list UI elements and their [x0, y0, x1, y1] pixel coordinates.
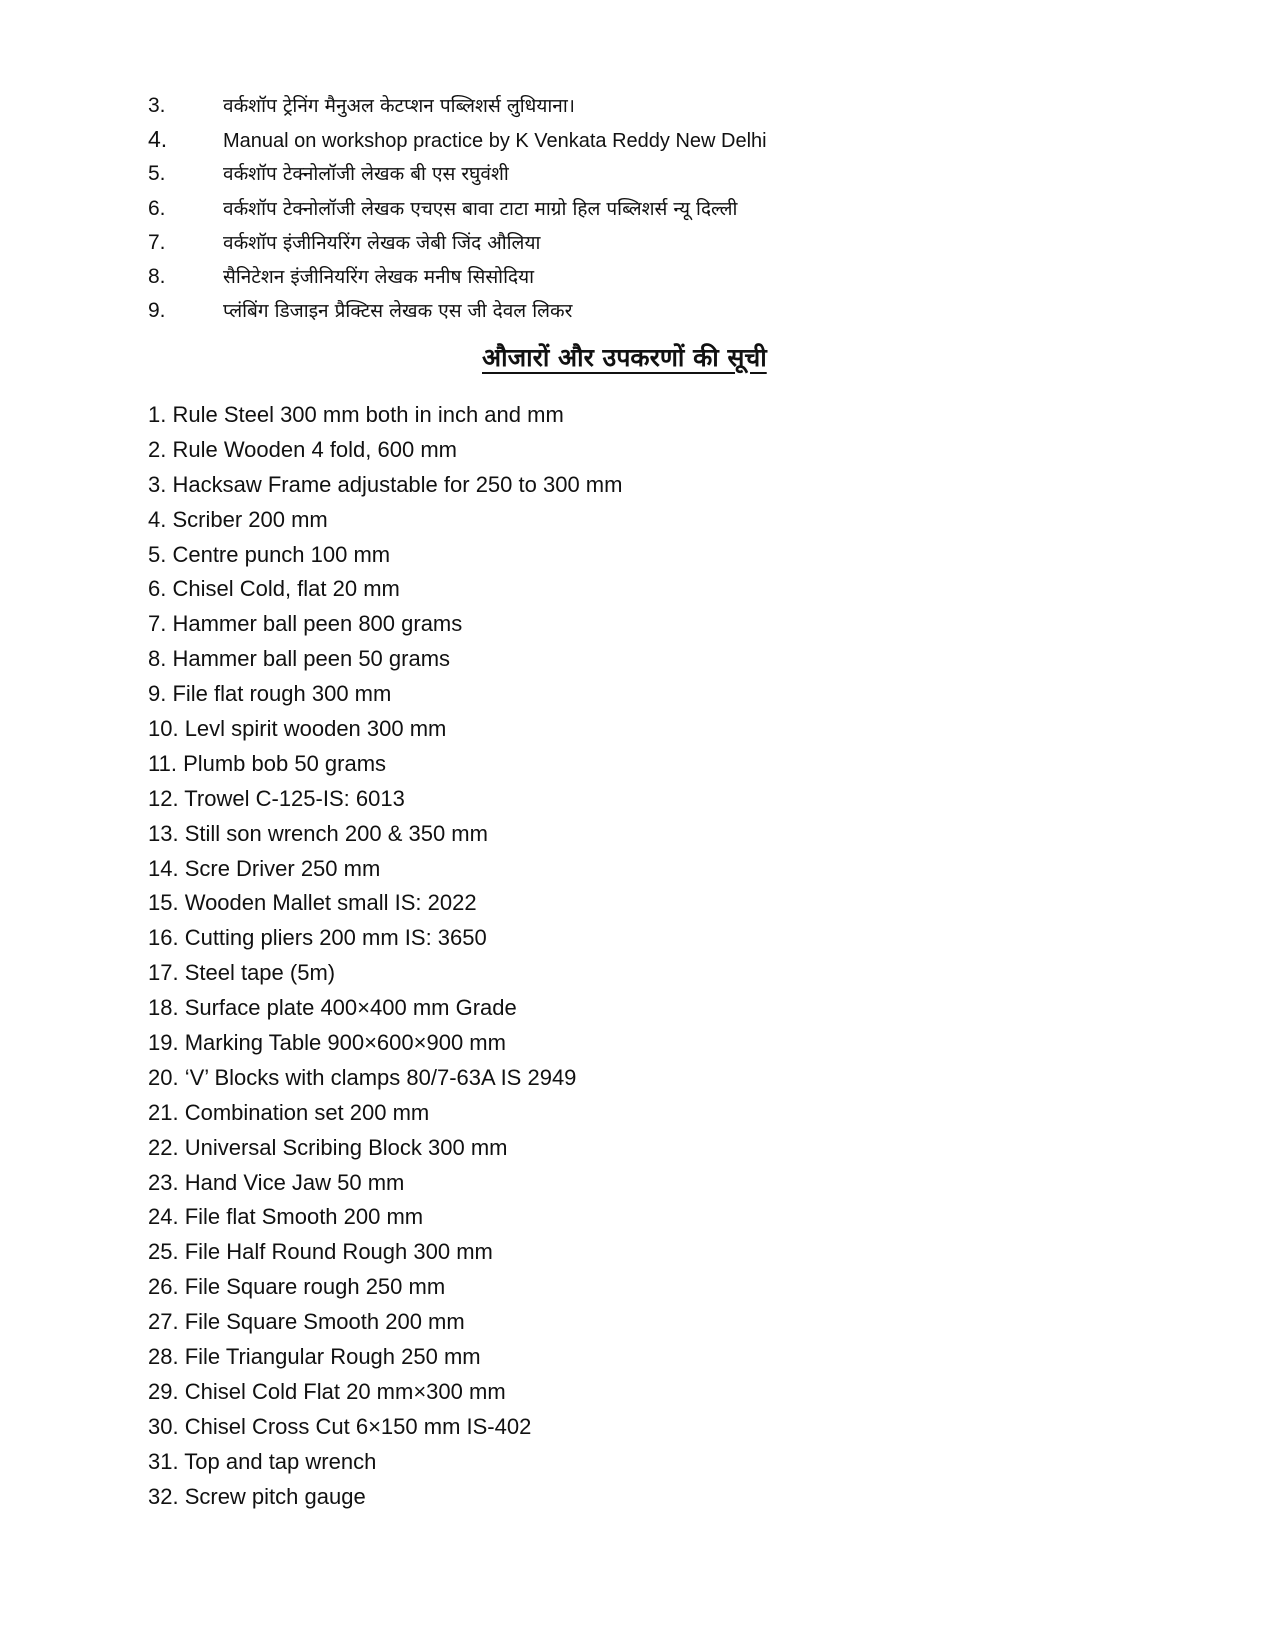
- reference-item: [148, 126, 1148, 160]
- reference-number: 7.: [148, 230, 166, 254]
- tool-item: 17. Steel tape (5m): [148, 960, 336, 986]
- tool-item: 32. Screw pitch gauge: [148, 1483, 366, 1509]
- reference-text: Manual on workshop practice by K Venkata Reddy New Delhi: [223, 130, 767, 153]
- reference-number: 3.: [148, 94, 166, 117]
- tool-item: 25. File Half Round Rough 300 mm: [148, 1239, 493, 1265]
- tool-item: 19. Marking Table 900×600×900 mm: [148, 1030, 506, 1056]
- reference-number: 5.: [148, 162, 166, 186]
- tool-item: 2. Rule Wooden 4 fold, 600 mm: [148, 436, 457, 462]
- reference-item: [148, 195, 1148, 229]
- reference-item: [148, 297, 1148, 331]
- reference-item: [148, 229, 1148, 263]
- tool-item: 1. Rule Steel 300 mm both in inch and mm: [148, 402, 564, 427]
- tool-item: 28. File Triangular Rough 250 mm: [148, 1344, 481, 1370]
- tool-item: 21. Combination set 200 mm: [148, 1099, 430, 1125]
- tool-item: 20. ‘V’ Blocks with clamps 80/7-63A IS 2949: [148, 1064, 577, 1090]
- tool-item: 30. Chisel Cross Cut 6×150 mm IS-402: [148, 1413, 532, 1439]
- tool-item: 31. Top and tap wrench: [148, 1448, 377, 1474]
- reference-item: [148, 92, 1148, 126]
- tool-item: 22. Universal Scribing Block 300 mm: [148, 1134, 508, 1160]
- reference-item: [148, 263, 1148, 297]
- tool-item: 8. Hammer ball peen 50 grams: [148, 646, 451, 672]
- tool-item: 4. Scriber 200 mm: [148, 506, 328, 532]
- reference-number: 9.: [148, 299, 166, 323]
- tool-item: 26. File Square rough 250 mm: [148, 1274, 446, 1300]
- tool-item: 3. Hacksaw Frame adjustable for 250 to 300 mm: [148, 471, 623, 497]
- reference-text: वर्कशॉप टेक्नोलॉजी लेखक एचएस बावा टाटा माग्रो हिल पब्लिशर्स न्यू दिल्ली: [223, 197, 738, 220]
- tool-item: 16. Cutting pliers 200 mm IS: 3650: [148, 925, 487, 951]
- tool-item: 10. Levl spirit wooden 300 mm: [148, 716, 447, 742]
- tool-item: 29. Chisel Cold Flat 20 mm×300 mm: [148, 1378, 506, 1404]
- tool-item: 18. Surface plate 400×400 mm Grade: [148, 995, 517, 1021]
- tool-item: 6. Chisel Cold, flat 20 mm: [148, 576, 400, 602]
- reference-text: वर्कशॉप ट्रेनिंग मैनुअल केटप्शन पब्लिशर्स लुधियाना।: [223, 95, 575, 117]
- reference-number: 6.: [148, 196, 166, 220]
- tool-item: 15. Wooden Mallet small IS: 2022: [148, 890, 477, 916]
- reference-text: सैनिटेशन इंजीनियरिंग लेखक मनीष सिसोदिया: [223, 265, 535, 288]
- reference-text: वर्कशॉप टेक्नोलॉजी लेखक बी एस रघुवंशी: [223, 163, 509, 186]
- reference-list: [148, 92, 1148, 331]
- reference-text: प्लंबिंग डिजाइन प्रैक्टिस लेखक एस जी देवल लिकर: [223, 300, 573, 323]
- tool-item: 11. Plumb bob 50 grams: [148, 750, 387, 776]
- tool-item: 14. Scre Driver 250 mm: [148, 855, 381, 881]
- tool-item: 23. Hand Vice Jaw 50 mm: [148, 1169, 405, 1195]
- reference-text: वर्कशॉप इंजीनियरिंग लेखक जेबी जिंद औलिया: [223, 231, 541, 254]
- reference-number: 8.: [148, 264, 166, 288]
- reference-number: 4.: [148, 126, 168, 153]
- tool-item: 5. Centre punch 100 mm: [148, 541, 391, 567]
- tool-item: 24. File flat Smooth 200 mm: [148, 1204, 424, 1230]
- tool-item: 13. Still son wrench 200 & 350 mm: [148, 820, 488, 846]
- section-heading: औजारों और उपकरणों की सूची: [482, 343, 767, 372]
- reference-item: [148, 160, 1148, 194]
- tools-list: [148, 400, 1148, 1517]
- tool-item: 7. Hammer ball peen 800 grams: [148, 611, 463, 637]
- tool-item: 12. Trowel C-125-IS: 6013: [148, 785, 405, 811]
- tool-item: 27. File Square Smooth 200 mm: [148, 1309, 465, 1335]
- tool-item: 9. File flat rough 300 mm: [148, 681, 392, 707]
